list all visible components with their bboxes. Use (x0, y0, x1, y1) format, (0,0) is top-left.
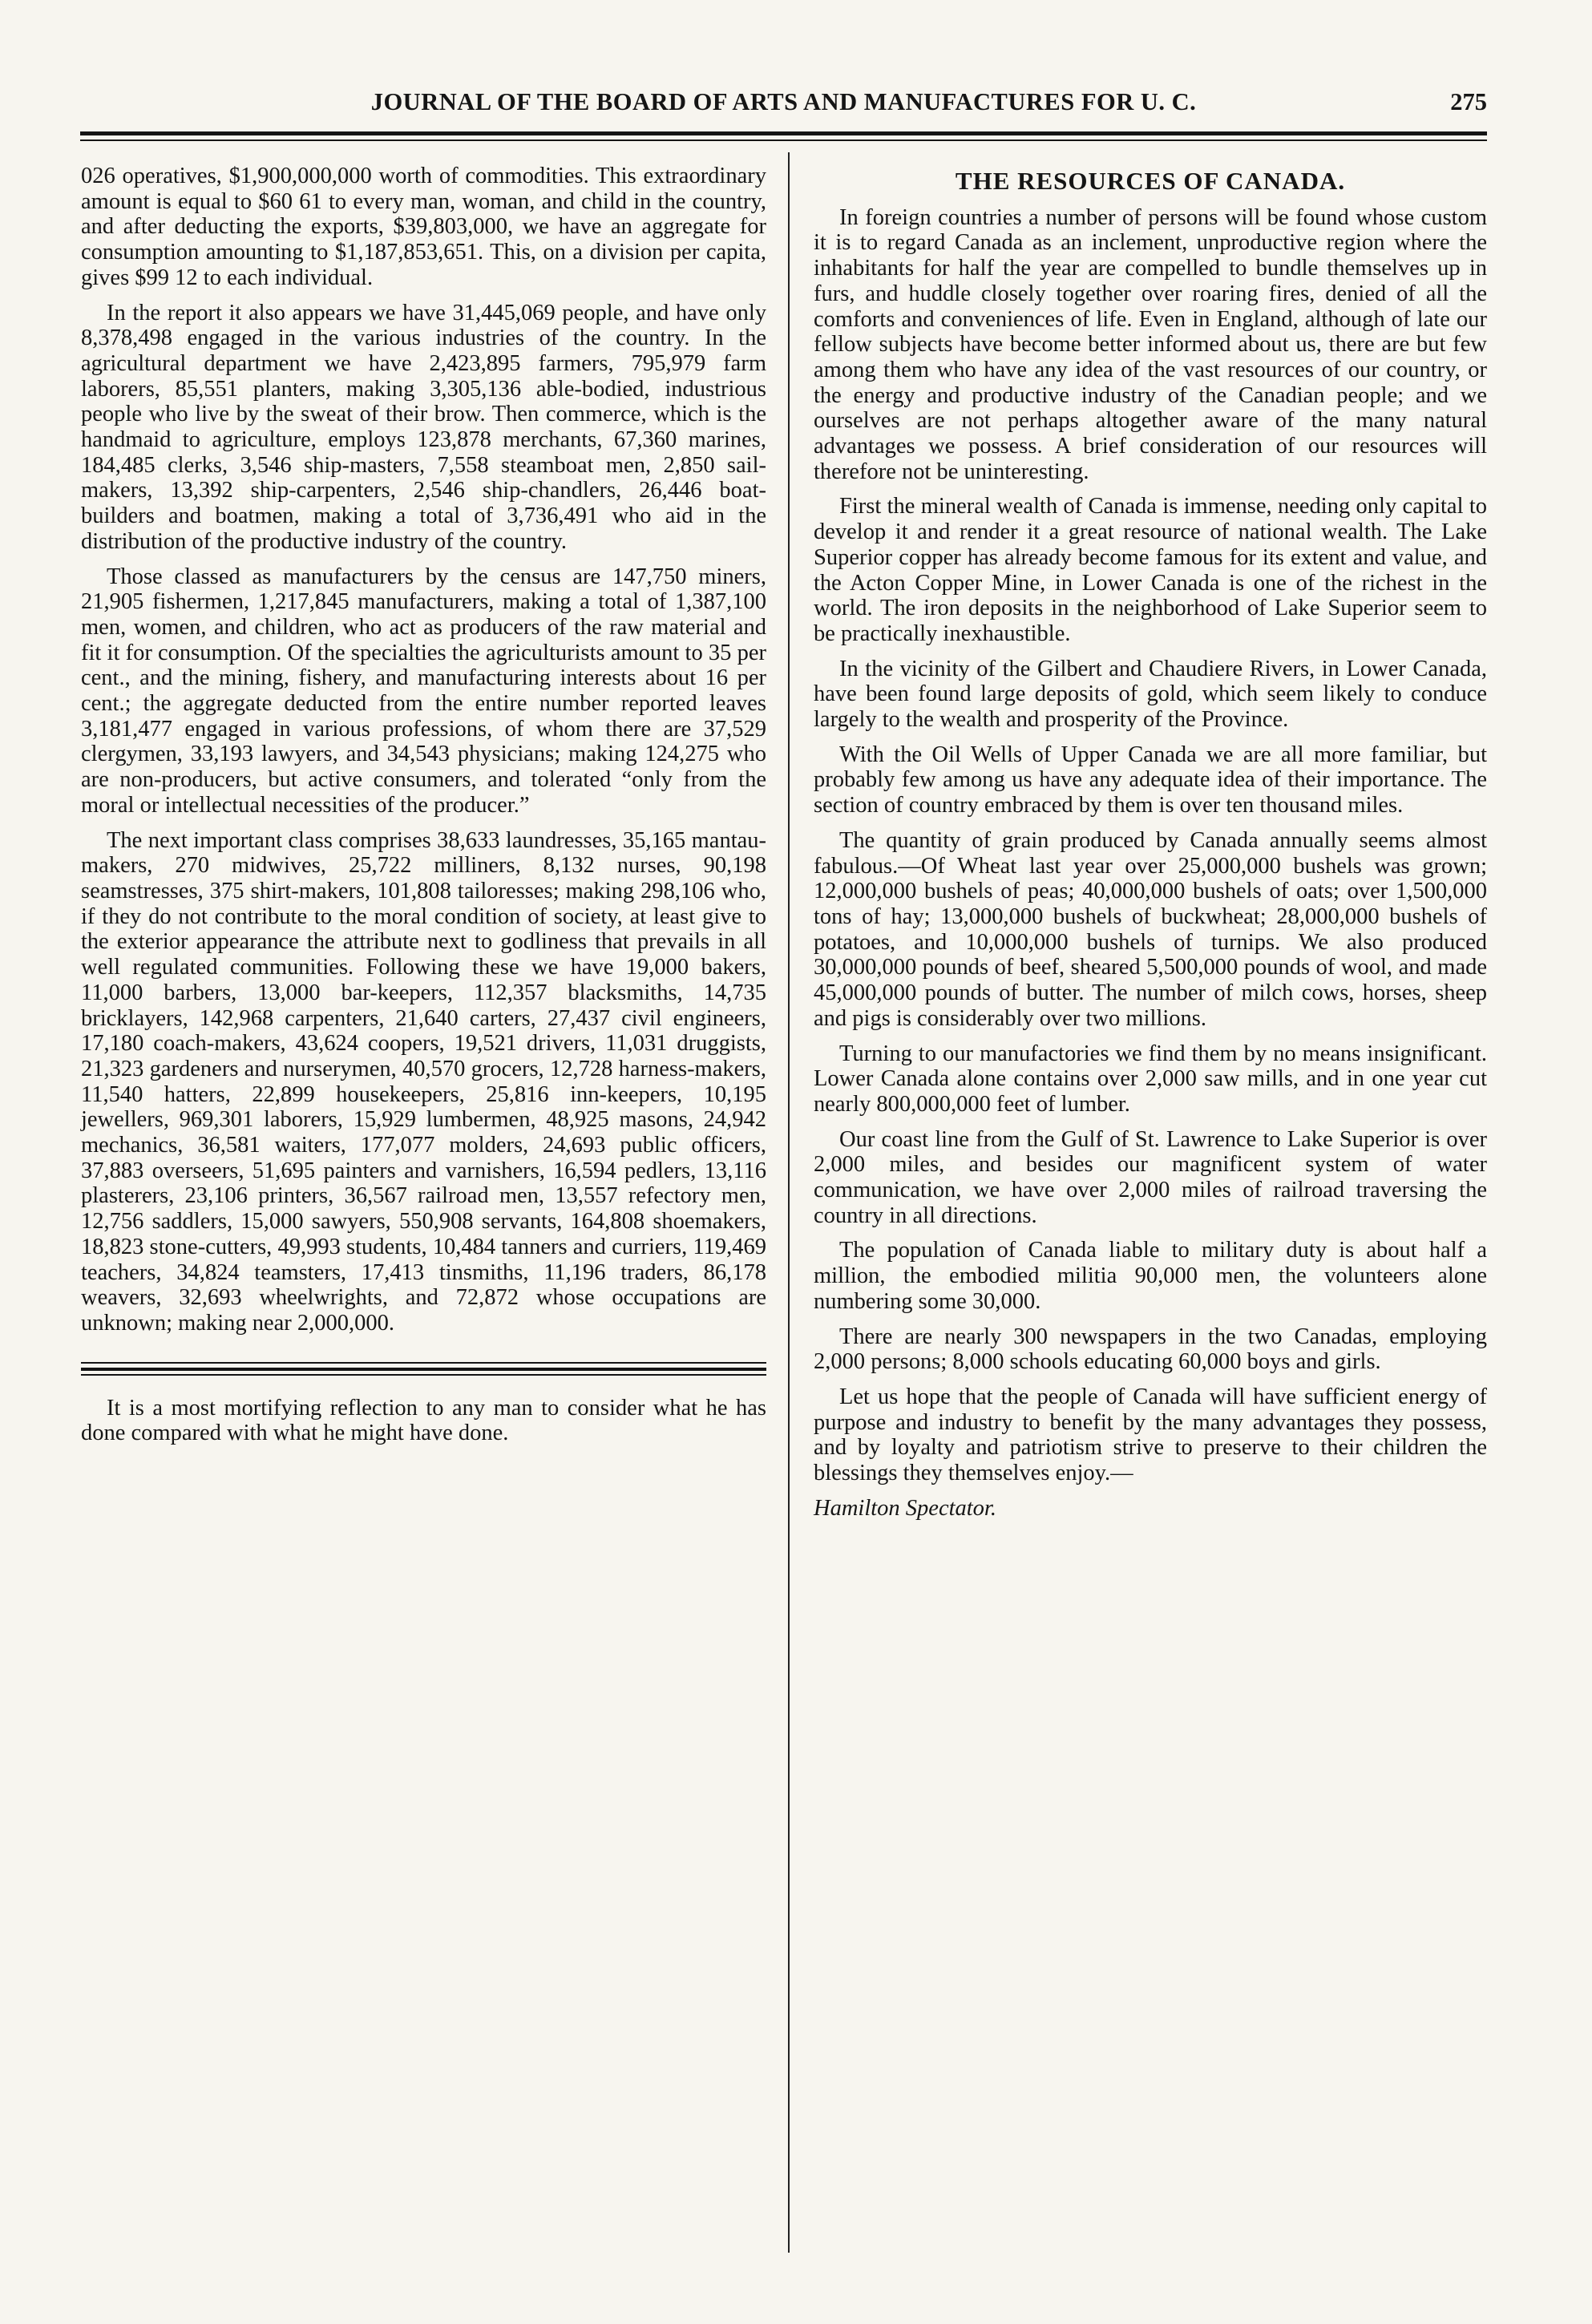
header-rule-thin (80, 139, 1487, 141)
right-column (814, 164, 1487, 1521)
column-divider (788, 152, 790, 2253)
left-column (81, 164, 766, 1446)
closing-note: It is a most mortifying reflection to any man to consider what he has done compared with what he might have done. (81, 1395, 766, 1446)
article-source (814, 1496, 1487, 1522)
journal-title: JOURNAL OF THE BOARD OF ARTS AND MANUFACTURES FOR U. C. (370, 88, 1197, 115)
header-rule-thick (80, 131, 1487, 135)
source-attribution: Hamilton Spectator. (814, 1495, 996, 1521)
resources-paragraph-1: In foreign countries a number of persons will be found whose custom it is to regard Canada as an inclement, unproductive region where the inhabitants for half the year are compelled to bundle themselves up in furs, and huddle closely together over roaring fires, denied of all the comforts and conveniences of life. Even in England, although of late our fellow subjects have become better informed about us, there are but few among them who have any idea of the vast resources of our country, or the energy and productive industry of the Canadian people; and we ourselves are not perhaps altogether aware of the many natural advantages we possess. A brief consideration of our resources will therefore not be uninteresting. (814, 204, 1487, 484)
census-paragraph-1: 026 operatives, $1,900,000,000 worth of commodities. This extraordinary amount is equal to $60 61 to every man, woman, and child in the country, and after deducting the exports, $39,803,000, we have an aggregate for consumption amounting to $1,187,853,651. This, on a division per capita, gives $99 12 to each individual. (81, 164, 766, 290)
resources-paragraph-7: Our coast line from the Gulf of St. Lawrence to Lake Superior is over 2,000 miles, and besides our magnificent system of water communication, we have over 2,000 miles of railroad traversing the country in all directions. (814, 1126, 1487, 1228)
resources-paragraph-8: The population of Canada liable to military duty is about half a million, the embodied militia 90,000 men, the volunteers alone numbering some 30,000. (814, 1238, 1487, 1314)
census-paragraph-3: Those classed as manufacturers by the census are 147,750 miners, 21,905 fishermen, 1,217,845 manufacturers, making a total of 1,387,100 men, women, and children, who act as producers of the raw material and fit it for consumption. Of the specialties the agriculturists amount to 35 per cent., and the mining, fishery, and manufacturing interests about 16 per cent.; the aggregate deducted from the entire number reported leaves 3,181,477 engaged in various professions, of whom there are 37,529 clergymen, 33,193 lawyers, and 34,543 physicians; making 124,275 who are non-producers, but active consumers, and tolerated “only from the moral or intellectual necessities of the producer.” (81, 564, 766, 818)
article-title: THE RESOURCES OF CANADA. (955, 167, 1346, 195)
resources-paragraph-3: In the vicinity of the Gilbert and Chaudiere Rivers, in Lower Canada, have been found large deposits of gold, which seem likely to conduce largely to the wealth and prosperity of the Province. (814, 656, 1487, 733)
resources-paragraph-5: The quantity of grain produced by Canada annually seems almost fabulous.—Of Wheat last year over 25,000,000 bushels was grown; 12,000,000 bushels of peas; 40,000,000 bushels of oats; over 1,500,000 tons of hay; 13,000,000 bushels of buckwheat; 28,000,000 bushels of potatoes, and 10,000,000 bushels of turnips. We also produced 30,000,000 pounds of beef, sheared 5,500,000 pounds of wool, and made 45,000,000 pounds of butter. The number of milch cows, horses, sheep and pigs is considerably over two millions. (814, 827, 1487, 1031)
census-paragraph-4: The next important class comprises 38,633 laundresses, 35,165 mantau-makers, 270 midwives, 25,722 milliners, 8,132 nurses, 90,198 seamstresses, 375 shirt-makers, 101,808 tailoresses; making 298,106 who, if they do not contribute to the moral condition of society, at least give to the exterior appearance the attribute next to godliness that prevails in all well regulated communities. Following these we have 19,000 bakers, 11,000 barbers, 13,000 bar-keepers, 112,357 blacksmiths, 14,735 bricklayers, 142,968 carpenters, 21,640 carters, 27,437 civil engineers, 17,180 coach-makers, 43,624 coopers, 19,521 drivers, 11,031 druggists, 21,323 gardeners and nurserymen, 40,570 grocers, 12,728 harness-makers, 11,540 hatters, 22,899 housekeepers, 25,816 inn-keepers, 10,195 jewellers, 969,301 laborers, 15,929 lumbermen, 48,925 masons, 24,942 mechanics, 36,581 waiters, 177,077 molders, 24,693 public officers, 37,883 overseers, 51,695 painters and varnishers, 16,594 pedlers, 13,116 plasterers, 23,106 printers, 36,567 railroad men, 13,557 refectory men, 12,756 saddlers, 15,000 sawyers, 550,908 servants, 164,808 shoemakers, 18,823 stone-cutters, 49,993 students, 10,484 tanners and curriers, 119,469 teachers, 34,824 teamsters, 17,413 tinsmiths, 11,196 traders, 86,178 weavers, 32,693 wheelwrights, and 72,872 whose occupations are unknown; making near 2,000,000. (81, 827, 766, 1336)
page-number: 275 (1450, 88, 1487, 115)
resources-paragraph-2: First the mineral wealth of Canada is immense, needing only capital to develop it and render it a great resource of national wealth. The Lake Superior copper has already become famous for its extent and value, and the Acton Copper Mine, in Lower Canada is one of the richest in the world. The iron deposits in the neighborhood of Lake Superior seem to be practically inexhaustible. (814, 494, 1487, 646)
running-head (80, 83, 1487, 131)
resources-paragraph-6: Turning to our manufactories we find them by no means insignificant. Lower Canada alone contains over 2,000 saw mills, and in one year cut nearly 800,000,000 feet of lumber. (814, 1041, 1487, 1117)
resources-paragraph-10: Let us hope that the people of Canada will have sufficient energy of purpose and industry to benefit by the many advantages they possess, and by loyalty and patriotism strive to preserve to their children the blessings they themselves enjoy.— (814, 1384, 1487, 1486)
census-paragraph-2: In the report it also appears we have 31,445,069 people, and have only 8,378,498 engaged in the various industries of the country. In the agricultural department we have 2,423,895 farmers, 795,979 farm laborers, 85,551 planters, making 3,305,136 able-bodied, industrious people who live by the sweat of their brow. Then commerce, which is the handmaid to agriculture, employs 123,878 merchants, 67,360 marines, 184,485 clerks, 3,546 ship-masters, 7,558 steamboat men, 2,850 sail-makers, 13,392 ship-carpenters, 2,546 ship-chandlers, 26,446 boat-builders and boatmen, making a total of 3,736,491 who aid in the distribution of the productive industry of the country. (81, 300, 766, 554)
resources-paragraph-9: There are nearly 300 newspapers in the two Canadas, employing 2,000 persons; 8,000 schools educating 60,000 boys and girls. (814, 1324, 1487, 1375)
resources-paragraph-4: With the Oil Wells of Upper Canada we are all more familiar, but probably few among us have any adequate idea of their importance. The section of country embraced by them is over ten thousand miles. (814, 742, 1487, 818)
article-separator (81, 1357, 766, 1378)
